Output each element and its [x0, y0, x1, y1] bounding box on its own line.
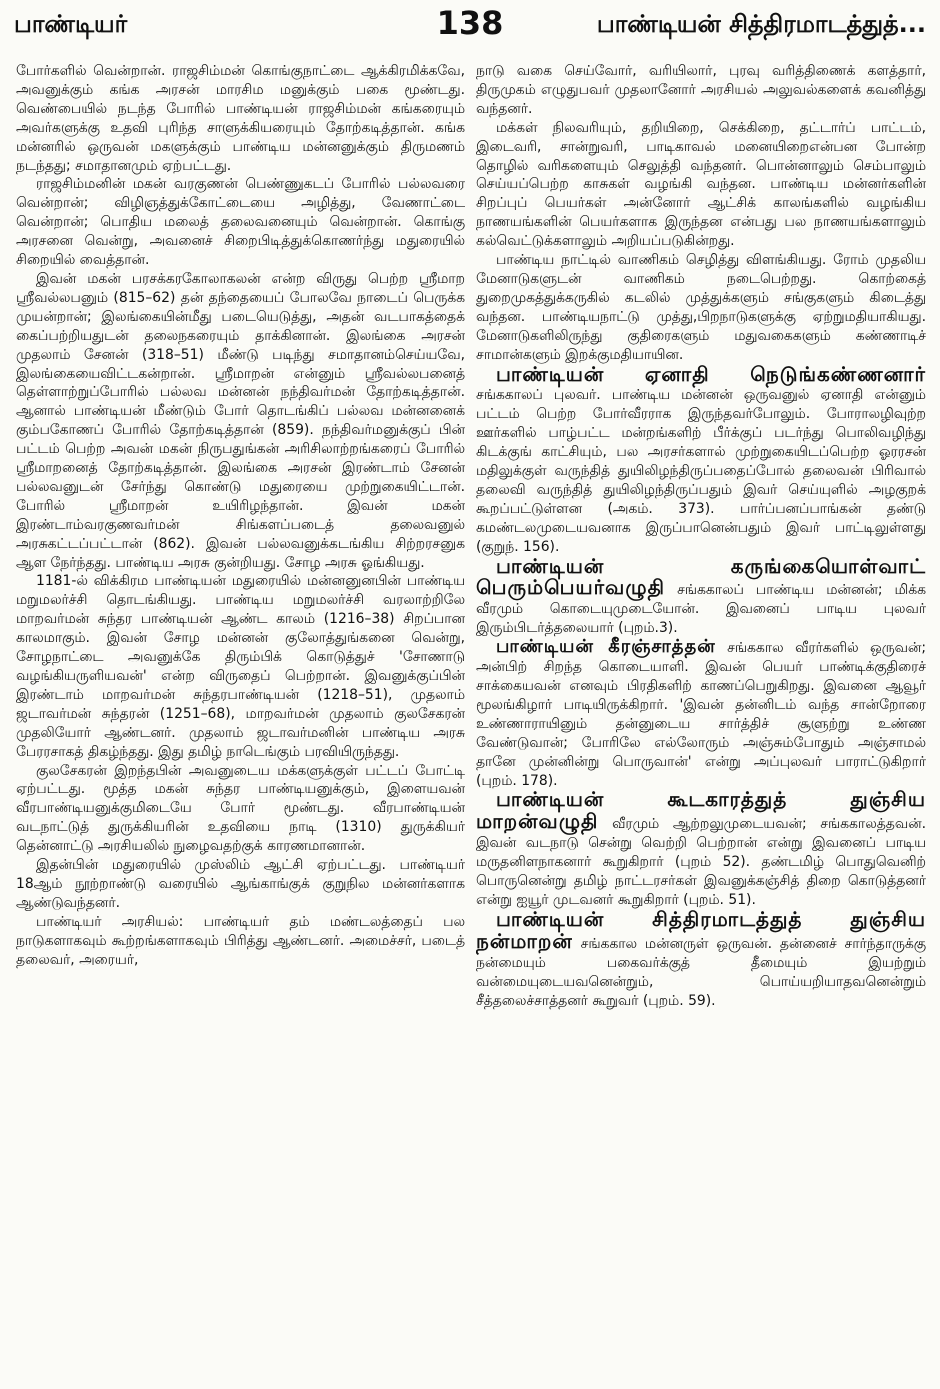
paragraph: நாடு வகை செய்வோர், வரியிலார், புரவு வரித்திணைக் களத்தார், திருமுகம் எழுதுபவர் முதலானோர் அரசியல் அலுவல்களைக் கவனித்து வந்தனர். — [476, 63, 926, 117]
paragraph: பாண்டியர் அரசியல்: பாண்டியர் தம் மண்டலத்தைப் பல நாடுகளாகவும் கூற்றங்களாகவும் பிரித்து ஆண்டனர். அமைச்சர், படைத் தலைவர், அரையர், — [16, 913, 465, 968]
running-head-right: பாண்டியன் சித்திரமாடத்துத்... — [596, 10, 926, 38]
paragraph: குலசேகரன் இறந்தபின் அவனுடைய மக்களுக்குள் பட்டப் போட்டி ஏற்பட்டது. மூத்த மகன் சுந்தர பாண்டியனுக்கும், இளையவன் வீரபாண்டியனுக்குமிடையே போர் மூண்டது. வீரபாண்டியன் வடநாட்டுத் துருக்கியரின் உதவியை நாடி (1310) துருக்கியர் தென்னாட்டு அரசியலில் நுழைவதற்குக் காரணமானான். — [16, 762, 465, 855]
entry-headword: பாண்டியன் கீரஞ்சாத்தன் — [496, 636, 716, 658]
right-column — [476, 62, 926, 1379]
dictionary-entry — [476, 638, 926, 790]
paragraph: போர்களில் வென்றான். ராஜசிம்மன் கொங்குநாட்டை ஆக்கிரமிக்கவே, அவனுக்கும் கங்க அரசன் மாரசிம மனுக்கும் பகை மூண்டது. வெண்பையில் நடந்த போரில் பாண்டியன் ராஜசிம்மன் கங்கரையும் அவர்களுக்கு உதவி புரிந்த சாளுக்கியரையும் தோற்கடித்தான். கங்க மன்னரில் ஒருவன் மகளுக்கும் பாண்டிய மன்னனுக்கும் திருமணம் நடந்தது; சமாதானமும் ஏற்பட்டது. — [16, 63, 465, 174]
dictionary-entry — [476, 906, 926, 1011]
paragraph: பாண்டிய நாட்டில் வாணிகம் செழித்து விளங்கியது. ரோம் முதலிய மேனாடுகளுடன் வாணிகம் நடைபெற்றது. கொற்கைத் துறைமுகத்துக்கருகில் கடலில் முத்துக்களும் சங்குகளும் கிடைத்து வந்தன. பாண்டியநாட்டு முத்து,பிறநாடுகளுக்கு ஏற்றுமதியாகியது. மேனாடுகளிலிருந்து குதிரைகளும் மதுவகைகளும் கண்ணாடிச் சாமான்களும் இறக்குமதியாயின. — [476, 252, 926, 363]
entry-text: சங்ககாலப் புலவர். பாண்டிய மன்னன் ஒருவனுல் ஏனாதி என்னும் பட்டம் பெற்ற போர்வீரராக இருந்தவர்போலும். போராலழிவுற்ற ஊர்களில் பாழ்பட்ட மன்றங்களிற் பீர்க்குப் படர்ந்து பொலிவழிந்து கிடக்குங் காட்சியும், பல அரசர்களால் முற்றுகையிடப்பெற்ற ஓரரசன் மதிலுக்குள் வருந்தித் துயிலிழந்திருப்பதைப்போல் தலைவன் பிரிவால் தலைவி வருந்தித் துயிலிழந்திருப்பதும் இவர் செய்யுளில் அழகுறக் கூறப்பட்டுள்ளன (அகம். 373). பார்ப்பனப்பாங்கன் தண்டு கமண்டலமுடையவனாக இருப்பானென்பதும் இவர் பாட்டிலுள்ளது (குறுந். 156). — [476, 387, 926, 555]
entry-headword: பாண்டியன் ஏனாதி நெடுங்கண்ணனார் — [496, 361, 926, 386]
paragraph: இவன் மகன் பரசக்கரகோலாகலன் என்ற விருது பெற்ற ஸ்ரீமாற ஸ்ரீவல்லபனும் (815–62) தன் தந்தையைப் போலவே நாடைப் பெருக்க முயன்றான்; இலங்கையின்மீது படையெடுத்து, அதன் வடபாகத்தைக் கைப்பற்றியதுடன் தலைநகரையும் தாக்கினான். இலங்கை அரசன் முதலாம் சேனன் (318–51) மீண்டு படிந்து சமாதானம்செய்யவே, இலங்கையைவிட்டகன்றான். ஸ்ரீமாறன் என்னும் ஸ்ரீவல்லபனைத் தெள்ளாற்றுப்போரில் பல்லவ மன்னன் நந்திவர்மன் தோற்கடித்தான். ஆனால் பாண்டியன் மீண்டும் போர் தொடங்கிப் பல்லவ மன்னனைக் கும்பகோணப் போரில் தோற்கடித்தான் (859). நந்திவர்மனுக்குப் பின் பட்டம் பெற்ற அவன் மகன் நிருபதுங்கன் அரிசிலாற்றங்கரைப் போரில் ஸ்ரீமாறனைத் தோற்கடித்தான். இலங்கை அரசன் இரண்டாம் சேனன் பல்லவனுடன் சேர்ந்து கொண்டு மதுரையை முற்றுகையிட்டான். போரில் ஸ்ரீமாறன் உயிரிழந்தான். இவன் மகன் இரண்டாம்வரகுணவர்மன் சிங்களப்படைத் தலைவனுல் அரசுகட்டப்பட்டான் (862). இவன் பல்லவனுக்கடங்கிய சிற்றரசனுக ஆள நேர்ந்தது. பாண்டிய அரசு குன்றியது. சோழ அரசு ஓங்கியது. — [16, 270, 465, 571]
paragraph: மக்கள் நிலவரியும், தறியிறை, செக்கிறை, தட்டார்ப் பாட்டம், இடைவரி, சான்றுவரி, பாடிகாவல் மனையிறைஎன்பன போன்ற தொழில் வரிகளையும் செலுத்தி வந்தனர். பொன்னாலும் செம்பாலும் செய்யப்பெற்ற காசுகள் வழங்கி வந்தன. பாண்டிய மன்னர்களின் சிறப்புப் பெயர்கள் அன்னோர் ஆட்சிக் காலங்களில் வழங்கிய நாணயங்களின் பெயர்களாக இருந்தன என்பது பல நாணயங்களாலும் கல்வெட்டுக்களாலும் அறியப்படுகின்றது. — [476, 119, 926, 250]
entry-text: சங்ககாலப் பாண்டிய மன்னன்; மிக்க வீரமும் கொடையுமுடையோன். இவனைப் பாடிய புலவர் இரும்பிடர்த்தலையார் (புறம்.3). — [476, 582, 926, 637]
entry-text: சங்ககால வீரர்களில் ஒருவன்; அன்பிற் சிறந்த கொடையாளி. இவன் பெயர் பாண்டிக்குதிரைச் சாக்கையவன் எனவும் பிரதிகளிற் காணப்பெறுகிறது. இவனை ஆவூர் மூலங்கிழார் பாடியிருக்கிறார். 'இவன் தன்னிடம் வந்த சான்றோரை உண்ணாராயினும் தன்னுடைய சார்த்திச் சூளுற்று உண்ண வேண்டுவான்; போரிலே எல்லோரும் அஞ்சும்போதும் அஞ்சாமல் தானே முன்னின்று பொருவான்' என்று அப்புலவர் பாராட்டுகிறார் (புறம். 178). — [476, 640, 926, 789]
entry-text: வீரமும் ஆற்றலுமுடையவன்; சங்ககாலத்தவன். இவன் வடநாடு சென்று வெற்றி பெற்றான் என்று இவனைப் பாடிய மருதனிளநாகனார் கூறுகிறார் (புறம் 52). தண்டமிழ் பொதுவெனிற் பொருனென்று தமிழ் நாட்டரசர்கள் இவனுக்கஞ்சித் திறை கொடுத்தனர் என்று ஐயூர் முடவனர் கூறுகிறார் (புறம். 51). — [476, 816, 926, 908]
entry-text: சங்ககால மன்னருள் ஒருவன். தன்னைச் சார்ந்தாருக்கு நன்மையும் பகைவர்க்குத் தீமையும் இயற்றும் வன்மையுடையவனென்றும், பொய்யறியாதவனென்றும் சீத்தலைச்சாத்தனர் கூறுவர் (புறம். 59). — [476, 935, 926, 1009]
dictionary-entry — [476, 553, 926, 639]
dictionary-entry — [476, 787, 926, 909]
entry-headword: பாண்டியன் கருங்கையொள்வாட் பெரும்பெயர்வழுதி — [476, 553, 926, 600]
paragraph: இதன்பின் மதுரையில் முஸ்லிம் ஆட்சி ஏற்பட்டது. பாண்டியர் 18ஆம் நூற்றாண்டு வரையில் ஆங்காங்குக் குறுநில மன்னர்களாக ஆண்டுவந்தனர். — [16, 857, 465, 911]
entry-headword: பாண்டியன் கூடகாரத்துத் துஞ்சிய மாறன்வழுதி — [476, 787, 926, 834]
page-header — [14, 4, 926, 54]
paragraph: 1181-ல் விக்கிரம பாண்டியன் மதுரையில் மன்னனுனபின் பாண்டிய மறுமலர்ச்சி தொடங்கியது. பாண்டிய மறுமலர்ச்சி வரலாற்றிலே மாறவர்மன் சுந்தர பாண்டியன் ஆண்ட காலம் (1216–38) சிறப்பான காலமாகும். இவன் சோழ மன்னன் குலோத்துங்கனை வென்று, சோழநாட்டை அவனுக்கே திரும்பிக் கொடுத்துச் 'சோணாடு வழங்கியருளியவன்' என்ற விருதைப் பெற்றான். இவனுக்குப்பின் இரண்டாம் மாறவர்மன் சுந்தரபாண்டியன் (1218–51), முதலாம் ஜடாவர்மன் சுந்தரன் (1251–68), மாறவர்மன் முதலாம் குலசேகரன் முதலியோர் ஆண்டனர். முதலாம் ஜடாவர்மனின் பாண்டிய அரசு பேரரசாகத் திகழ்ந்தது. இது தமிழ் நாடெங்கும் பரவியிருந்தது. — [16, 573, 465, 760]
page-number: 138 — [436, 4, 504, 42]
entry-headword: பாண்டியன் சித்திரமாடத்துத் துஞ்சிய நன்மாறன் — [476, 906, 926, 953]
paragraph: ராஜசிம்மனின் மகன் வரகுணன் பெண்ணுகடப் போரில் பல்லவரை வென்றான்; விழிஞத்துக்கோட்டையை அழித்து, வேணாட்டை வென்றான்; பொதிய மலைத் தலைவனையும் வென்றான். கொங்கு அரசனை வென்று, அவனைச் சிறைபிடித்துக்கொணர்ந்து மதுரையில் சிறையில் வைத்தான். — [16, 176, 465, 269]
running-head-left: பாண்டியர் — [14, 10, 128, 38]
dictionary-entry — [476, 361, 926, 557]
left-column — [16, 62, 465, 1379]
